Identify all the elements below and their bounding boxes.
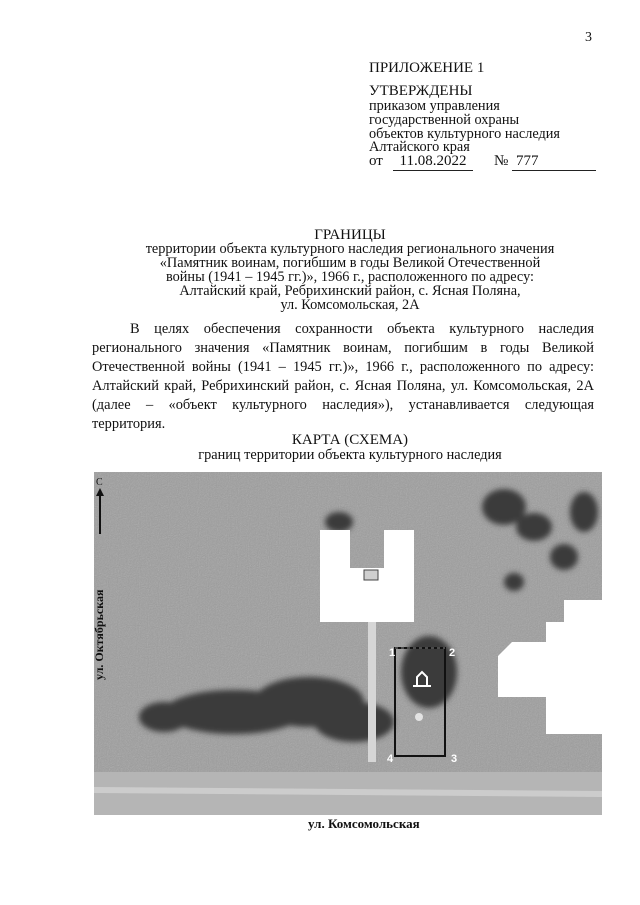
body-line: Алтайский край, Ребрихинский район, с. Ясная Поляна, ул. Комсомольская, 2А — [92, 378, 594, 394]
site-map — [94, 472, 602, 815]
page-number: 3 — [585, 30, 592, 45]
approval-line: объектов культурного наследия — [369, 126, 560, 142]
title-line: войны (1941 – 1945 гг.)», 1966 г., расположенного по адресу: — [165, 269, 535, 285]
map-title: КАРТА (СХЕМА) — [291, 432, 409, 448]
map-subtitle: границ территории объекта культурного наследия — [198, 447, 502, 463]
title-line: Алтайский край, Ребрихинский район, с. Ясная Поляна, — [179, 283, 521, 299]
body-line: (далее – «объект культурного наследия»), устанавливается следующая — [92, 397, 594, 413]
title-line: «Памятник воинам, погибшим в годы Великой Отечественной — [159, 255, 541, 271]
body-line: В целях обеспечения сохранности объекта культурного наследия — [130, 321, 594, 337]
approval-line: государственной охраны — [369, 112, 520, 128]
order-date: 11.08.2022 — [393, 153, 473, 171]
appendix-label: ПРИЛОЖЕНИЕ 1 — [369, 60, 485, 76]
title-line: ул. Комсомольская, 2А — [280, 297, 420, 313]
aerial-map-image — [94, 472, 602, 815]
order-date-row — [369, 153, 599, 171]
point-label: 4 — [387, 753, 394, 765]
point-label: 1 — [389, 647, 396, 659]
street-label-komsomolskaya: ул. Комсомольская — [308, 816, 420, 831]
order-number: 777 — [512, 153, 596, 171]
point-label: 2 — [449, 647, 456, 659]
title-line: территории объекта культурного наследия регионального значения — [145, 241, 555, 257]
body-line: Отечественной войны (1941 – 1945 гг.)», 1966 г., расположенного по адресу: — [92, 359, 594, 375]
body-line: территория. — [92, 416, 166, 432]
number-prefix: № — [494, 153, 509, 169]
north-label: С — [96, 477, 103, 488]
street-label-oktyabrskaya: ул. Октябрьская — [92, 589, 106, 680]
approved-label: УТВЕРЖДЕНЫ — [369, 83, 473, 99]
body-line: регионального значения «Памятник воинам, погибшим в годы Великой — [92, 340, 594, 356]
document-title: ГРАНИЦЫ — [314, 227, 386, 243]
approval-line: Алтайского края — [369, 139, 470, 155]
date-prefix: от — [369, 153, 383, 169]
point-label: 3 — [451, 753, 458, 765]
approval-line: приказом управления — [369, 98, 500, 114]
